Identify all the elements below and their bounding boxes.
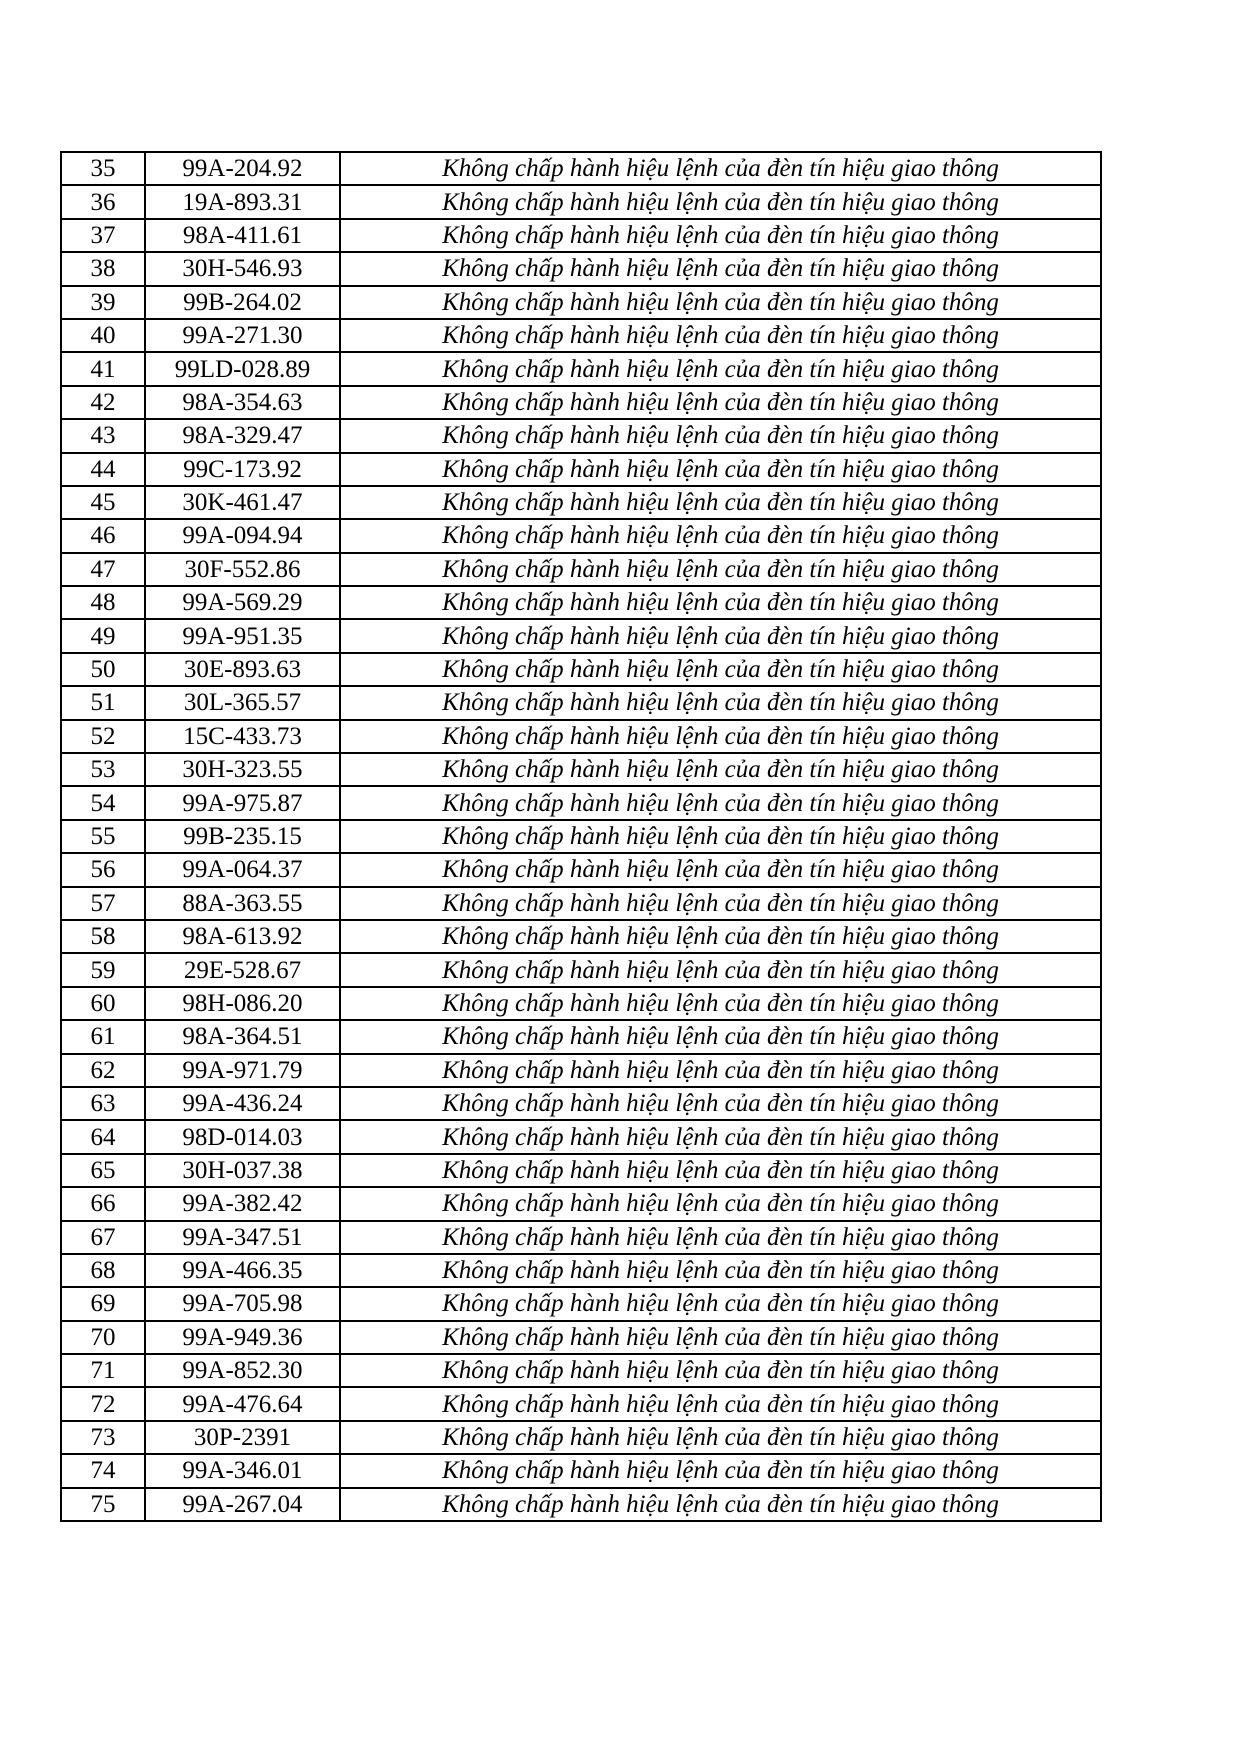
row-number-cell: 55 [61, 820, 145, 853]
license-plate-cell: 99A-382.42 [145, 1187, 340, 1220]
license-plate-cell: 99A-852.30 [145, 1354, 340, 1387]
table-row [61, 1087, 1101, 1120]
row-number-cell: 67 [61, 1221, 145, 1254]
violation-description-cell: Không chấp hành hiệu lệnh của đèn tín hiệu giao thông [340, 1154, 1101, 1187]
license-plate-cell: 99A-951.35 [145, 619, 340, 652]
row-number-cell: 64 [61, 1120, 145, 1153]
license-plate-cell: 30F-552.86 [145, 553, 340, 586]
violations-table [60, 151, 1102, 1522]
table-row [61, 486, 1101, 519]
license-plate-cell: 15C-433.73 [145, 720, 340, 753]
table-row [61, 686, 1101, 719]
table-row [61, 1120, 1101, 1153]
violation-description-cell: Không chấp hành hiệu lệnh của đèn tín hiệu giao thông [340, 185, 1101, 218]
violation-description-cell: Không chấp hành hiệu lệnh của đèn tín hiệu giao thông [340, 252, 1101, 285]
license-plate-cell: 99A-436.24 [145, 1087, 340, 1120]
violation-description-cell: Không chấp hành hiệu lệnh của đèn tín hiệu giao thông [340, 352, 1101, 385]
table-row [61, 987, 1101, 1020]
license-plate-cell: 99B-235.15 [145, 820, 340, 853]
violation-description-cell: Không chấp hành hiệu lệnh của đèn tín hiệu giao thông [340, 152, 1101, 185]
row-number-cell: 75 [61, 1488, 145, 1521]
license-plate-cell: 99A-975.87 [145, 786, 340, 819]
row-number-cell: 71 [61, 1354, 145, 1387]
license-plate-cell: 88A-363.55 [145, 887, 340, 920]
row-number-cell: 50 [61, 653, 145, 686]
license-plate-cell: 98A-411.61 [145, 219, 340, 252]
violation-description-cell: Không chấp hành hiệu lệnh của đèn tín hiệu giao thông [340, 1421, 1101, 1454]
violation-description-cell: Không chấp hành hiệu lệnh của đèn tín hiệu giao thông [340, 1221, 1101, 1254]
violation-description-cell: Không chấp hành hiệu lệnh của đèn tín hiệu giao thông [340, 486, 1101, 519]
violation-description-cell: Không chấp hành hiệu lệnh của đèn tín hiệu giao thông [340, 1020, 1101, 1053]
violation-description-cell: Không chấp hành hiệu lệnh của đèn tín hiệu giao thông [340, 286, 1101, 319]
violation-description-cell: Không chấp hành hiệu lệnh của đèn tín hiệu giao thông [340, 920, 1101, 953]
table-row [61, 586, 1101, 619]
violation-description-cell: Không chấp hành hiệu lệnh của đèn tín hiệu giao thông [340, 1054, 1101, 1087]
row-number-cell: 74 [61, 1454, 145, 1487]
license-plate-cell: 99A-347.51 [145, 1221, 340, 1254]
row-number-cell: 54 [61, 786, 145, 819]
violation-description-cell: Không chấp hành hiệu lệnh của đèn tín hiệu giao thông [340, 753, 1101, 786]
license-plate-cell: 99A-271.30 [145, 319, 340, 352]
violation-description-cell: Không chấp hành hiệu lệnh của đèn tín hiệu giao thông [340, 953, 1101, 986]
row-number-cell: 46 [61, 519, 145, 552]
table-row [61, 352, 1101, 385]
row-number-cell: 59 [61, 953, 145, 986]
violation-description-cell: Không chấp hành hiệu lệnh của đèn tín hiệu giao thông [340, 1120, 1101, 1153]
table-row [61, 286, 1101, 319]
row-number-cell: 44 [61, 453, 145, 486]
row-number-cell: 45 [61, 486, 145, 519]
table-row [61, 419, 1101, 452]
table-row [61, 619, 1101, 652]
violation-description-cell: Không chấp hành hiệu lệnh của đèn tín hiệu giao thông [340, 987, 1101, 1020]
license-plate-cell: 30H-323.55 [145, 753, 340, 786]
table-row [61, 453, 1101, 486]
violation-description-cell: Không chấp hành hiệu lệnh của đèn tín hiệu giao thông [340, 586, 1101, 619]
row-number-cell: 43 [61, 419, 145, 452]
table-row [61, 185, 1101, 218]
row-number-cell: 61 [61, 1020, 145, 1053]
violation-description-cell: Không chấp hành hiệu lệnh của đèn tín hiệu giao thông [340, 1254, 1101, 1287]
row-number-cell: 70 [61, 1321, 145, 1354]
table-row [61, 920, 1101, 953]
row-number-cell: 51 [61, 686, 145, 719]
license-plate-cell: 30E-893.63 [145, 653, 340, 686]
table-row [61, 1488, 1101, 1521]
row-number-cell: 40 [61, 319, 145, 352]
row-number-cell: 66 [61, 1187, 145, 1220]
table-row [61, 1187, 1101, 1220]
license-plate-cell: 99A-064.37 [145, 853, 340, 886]
violation-description-cell: Không chấp hành hiệu lệnh của đèn tín hiệu giao thông [340, 786, 1101, 819]
violations-table-body [61, 152, 1101, 1521]
violation-description-cell: Không chấp hành hiệu lệnh của đèn tín hiệu giao thông [340, 853, 1101, 886]
license-plate-cell: 99A-949.36 [145, 1321, 340, 1354]
row-number-cell: 62 [61, 1054, 145, 1087]
violation-description-cell: Không chấp hành hiệu lệnh của đèn tín hiệu giao thông [340, 820, 1101, 853]
row-number-cell: 37 [61, 219, 145, 252]
row-number-cell: 48 [61, 586, 145, 619]
table-row [61, 553, 1101, 586]
violation-description-cell: Không chấp hành hiệu lệnh của đèn tín hiệu giao thông [340, 1321, 1101, 1354]
violation-description-cell: Không chấp hành hiệu lệnh của đèn tín hiệu giao thông [340, 686, 1101, 719]
license-plate-cell: 98A-613.92 [145, 920, 340, 953]
table-row [61, 653, 1101, 686]
row-number-cell: 69 [61, 1287, 145, 1320]
violation-description-cell: Không chấp hành hiệu lệnh của đèn tín hiệu giao thông [340, 619, 1101, 652]
row-number-cell: 35 [61, 152, 145, 185]
violation-description-cell: Không chấp hành hiệu lệnh của đèn tín hiệu giao thông [340, 453, 1101, 486]
violation-description-cell: Không chấp hành hiệu lệnh của đèn tín hiệu giao thông [340, 319, 1101, 352]
violation-description-cell: Không chấp hành hiệu lệnh của đèn tín hiệu giao thông [340, 1287, 1101, 1320]
table-row [61, 753, 1101, 786]
row-number-cell: 60 [61, 987, 145, 1020]
table-row [61, 1354, 1101, 1387]
table-row [61, 1020, 1101, 1053]
table-row [61, 1054, 1101, 1087]
violation-description-cell: Không chấp hành hiệu lệnh của đèn tín hiệu giao thông [340, 219, 1101, 252]
license-plate-cell: 98A-354.63 [145, 386, 340, 419]
table-row [61, 1421, 1101, 1454]
row-number-cell: 53 [61, 753, 145, 786]
table-row [61, 953, 1101, 986]
table-row [61, 1287, 1101, 1320]
row-number-cell: 39 [61, 286, 145, 319]
table-row [61, 1254, 1101, 1287]
violation-description-cell: Không chấp hành hiệu lệnh của đèn tín hiệu giao thông [340, 887, 1101, 920]
row-number-cell: 38 [61, 252, 145, 285]
violation-description-cell: Không chấp hành hiệu lệnh của đèn tín hiệu giao thông [340, 1187, 1101, 1220]
violation-description-cell: Không chấp hành hiệu lệnh của đèn tín hiệu giao thông [340, 386, 1101, 419]
license-plate-cell: 30H-037.38 [145, 1154, 340, 1187]
license-plate-cell: 99A-204.92 [145, 152, 340, 185]
license-plate-cell: 99LD-028.89 [145, 352, 340, 385]
row-number-cell: 36 [61, 185, 145, 218]
violation-description-cell: Không chấp hành hiệu lệnh của đèn tín hiệu giao thông [340, 1087, 1101, 1120]
license-plate-cell: 30K-461.47 [145, 486, 340, 519]
violation-description-cell: Không chấp hành hiệu lệnh của đèn tín hiệu giao thông [340, 653, 1101, 686]
license-plate-cell: 98A-364.51 [145, 1020, 340, 1053]
table-row [61, 519, 1101, 552]
violation-description-cell: Không chấp hành hiệu lệnh của đèn tín hiệu giao thông [340, 1488, 1101, 1521]
license-plate-cell: 29E-528.67 [145, 953, 340, 986]
table-row [61, 887, 1101, 920]
license-plate-cell: 99A-705.98 [145, 1287, 340, 1320]
violation-description-cell: Không chấp hành hiệu lệnh của đèn tín hiệu giao thông [340, 1387, 1101, 1420]
row-number-cell: 65 [61, 1154, 145, 1187]
license-plate-cell: 99A-267.04 [145, 1488, 340, 1521]
violation-description-cell: Không chấp hành hiệu lệnh của đèn tín hiệu giao thông [340, 419, 1101, 452]
table-row [61, 1154, 1101, 1187]
table-row [61, 1221, 1101, 1254]
license-plate-cell: 30L-365.57 [145, 686, 340, 719]
row-number-cell: 42 [61, 386, 145, 419]
table-row [61, 319, 1101, 352]
row-number-cell: 68 [61, 1254, 145, 1287]
license-plate-cell: 30H-546.93 [145, 252, 340, 285]
violation-description-cell: Không chấp hành hiệu lệnh của đèn tín hiệu giao thông [340, 553, 1101, 586]
license-plate-cell: 99B-264.02 [145, 286, 340, 319]
table-row [61, 786, 1101, 819]
row-number-cell: 58 [61, 920, 145, 953]
license-plate-cell: 98H-086.20 [145, 987, 340, 1020]
license-plate-cell: 99A-569.29 [145, 586, 340, 619]
license-plate-cell: 98D-014.03 [145, 1120, 340, 1153]
table-row [61, 252, 1101, 285]
table-row [61, 820, 1101, 853]
table-row [61, 1387, 1101, 1420]
row-number-cell: 63 [61, 1087, 145, 1120]
table-row [61, 1321, 1101, 1354]
violation-description-cell: Không chấp hành hiệu lệnh của đèn tín hiệu giao thông [340, 1354, 1101, 1387]
row-number-cell: 56 [61, 853, 145, 886]
row-number-cell: 73 [61, 1421, 145, 1454]
table-row [61, 720, 1101, 753]
row-number-cell: 57 [61, 887, 145, 920]
license-plate-cell: 99C-173.92 [145, 453, 340, 486]
row-number-cell: 52 [61, 720, 145, 753]
violation-description-cell: Không chấp hành hiệu lệnh của đèn tín hiệu giao thông [340, 519, 1101, 552]
license-plate-cell: 30P-2391 [145, 1421, 340, 1454]
license-plate-cell: 99A-094.94 [145, 519, 340, 552]
table-row [61, 1454, 1101, 1487]
license-plate-cell: 98A-329.47 [145, 419, 340, 452]
license-plate-cell: 99A-466.35 [145, 1254, 340, 1287]
violation-description-cell: Không chấp hành hiệu lệnh của đèn tín hiệu giao thông [340, 720, 1101, 753]
table-row [61, 219, 1101, 252]
row-number-cell: 47 [61, 553, 145, 586]
license-plate-cell: 99A-476.64 [145, 1387, 340, 1420]
violation-description-cell: Không chấp hành hiệu lệnh của đèn tín hiệu giao thông [340, 1454, 1101, 1487]
row-number-cell: 72 [61, 1387, 145, 1420]
row-number-cell: 41 [61, 352, 145, 385]
table-row [61, 386, 1101, 419]
license-plate-cell: 99A-346.01 [145, 1454, 340, 1487]
license-plate-cell: 99A-971.79 [145, 1054, 340, 1087]
table-row [61, 152, 1101, 185]
table-row [61, 853, 1101, 886]
row-number-cell: 49 [61, 619, 145, 652]
license-plate-cell: 19A-893.31 [145, 185, 340, 218]
